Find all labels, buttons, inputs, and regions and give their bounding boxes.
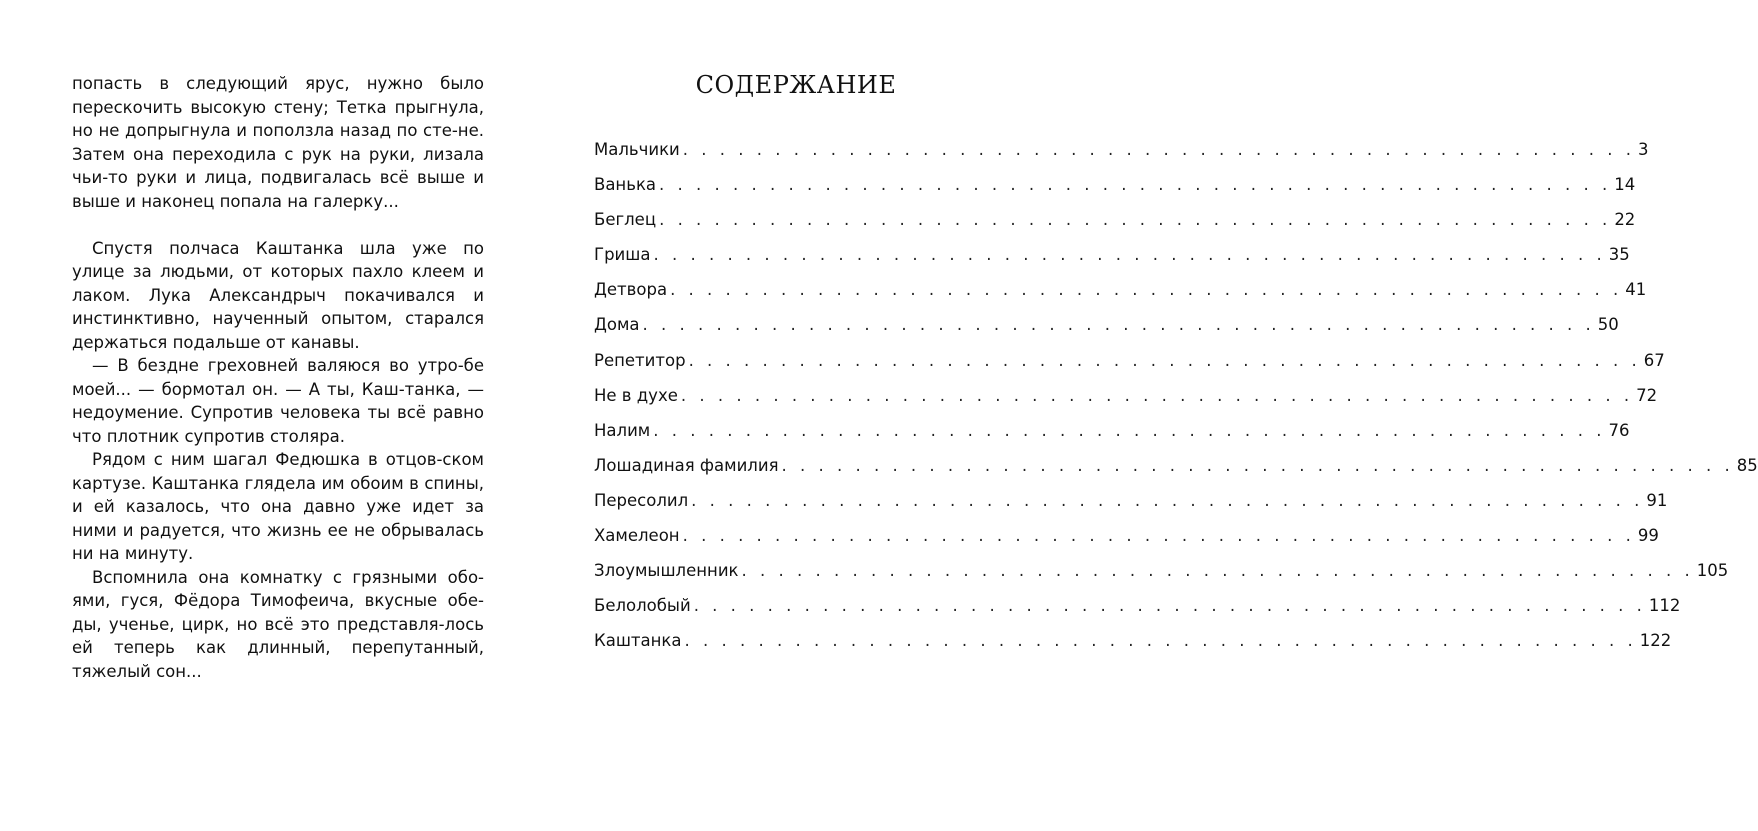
toc-entry[interactable] [594,490,1668,526]
toc-entry-title: Мальчики [594,140,680,159]
left-page-text [72,72,484,683]
toc-page-number: 105 [1696,561,1729,581]
toc-leader-dots: . . . . . . . . . . . . . . . . . . . . . . . . . . . . . . . . . . . . . . . . . . . . . . . . . . . . [682,526,1635,546]
table-of-contents [594,70,1758,666]
toc-list [594,140,1758,666]
toc-page-number: 112 [1648,596,1681,616]
toc-page-number: 35 [1608,245,1630,265]
toc-leader-dots: . . . . . . . . . . . . . . . . . . . . . . . . . . . . . . . . . . . . . . . . . . . . . . . . . . . . [781,455,1734,475]
toc-leader-dots: . . . . . . . . . . . . . . . . . . . . . . . . . . . . . . . . . . . . . . . . . . . . . . . . . . . . [642,315,1595,335]
toc-leader-dots: . . . . . . . . . . . . . . . . . . . . . . . . . . . . . . . . . . . . . . . . . . . . . . . . . . . . [659,175,1612,195]
toc-entry-title: Гриша [594,245,651,265]
toc-entry-title: Злоумышленник [594,561,739,581]
toc-leader-dots: . . . . . . . . . . . . . . . . . . . . . . . . . . . . . . . . . . . . . . . . . . . . . . . . . . . . [659,210,1612,230]
toc-page-number: 50 [1597,315,1619,335]
toc-entry[interactable] [594,526,1659,561]
toc-entry-title: Детвора [594,280,668,300]
toc-entry[interactable] [594,420,1630,456]
toc-entry-title: Пересолил [594,490,689,510]
toc-entry[interactable] [594,140,1649,175]
toc-entry-title: Хамелеон [594,526,680,546]
toc-page-number: 41 [1625,280,1647,300]
toc-page-number: 72 [1636,385,1658,405]
toc-leader-dots: . . . . . . . . . . . . . . . . . . . . . . . . . . . . . . . . . . . . . . . . . . . . . . . . . . . . [670,280,1623,300]
paragraph: Вспомнила она комнатку с грязными обо-ями, гуся, Фёдора Тимофеича, вкусные обе-ды, ученье, цирк, но всё это представля-лось ей теперь как длинный, перепутанный, тяжелый сон... [72,567,484,681]
toc-entry-title: Налим [594,420,651,440]
toc-entry-title: Белолобый [594,596,691,616]
toc-page-number: 67 [1643,350,1665,370]
toc-entry[interactable] [594,596,1681,631]
toc-entry-title: Дома [594,315,640,335]
toc-leader-dots: . . . . . . . . . . . . . . . . . . . . . . . . . . . . . . . . . . . . . . . . . . . . . . . . . . . . [682,140,1636,159]
toc-entry[interactable] [594,245,1630,280]
toc-leader-dots: . . . . . . . . . . . . . . . . . . . . . . . . . . . . . . . . . . . . . . . . . . . . . . . . . . . . [653,420,1606,440]
toc-entry-title: Не в духе [594,385,678,405]
toc-leader-dots: . . . . . . . . . . . . . . . . . . . . . . . . . . . . . . . . . . . . . . . . . . . . . . . . . . . . [688,350,1641,370]
toc-leader-dots: . . . . . . . . . . . . . . . . . . . . . . . . . . . . . . . . . . . . . . . . . . . . . . . . . . . . [693,596,1646,616]
toc-page-number: 91 [1646,490,1668,510]
toc-title: СОДЕРЖАНИЕ [695,71,897,99]
paragraph: Спустя полчаса Каштанка шла уже по улице за людьми, от которых пахло клеем и лаком. Лука Александрыч покачивался и инстинктивно, наученный опытом, старался держаться подальше от канавы. [72,238,484,352]
toc-entry[interactable] [594,350,1665,386]
toc-leader-dots: . . . . . . . . . . . . . . . . . . . . . . . . . . . . . . . . . . . . . . . . . . . . . . . . . . . . [684,631,1637,651]
toc-entry[interactable] [594,385,1658,421]
toc-page-number: 99 [1637,526,1659,546]
toc-entry[interactable] [594,561,1729,596]
toc-entry[interactable] [594,455,1758,491]
toc-entry[interactable] [594,280,1647,315]
toc-page-number: 3 [1638,140,1649,159]
toc-entry[interactable] [594,210,1636,245]
paragraph: Рядом с ним шагал Федюшка в отцов-ском картузе. Каштанка глядела им обоим в спины, и ей казалось, что она давно уже идет за ними и радуется, что жизнь ее не обрывалась ни на минуту. [72,450,484,563]
toc-entry[interactable] [594,175,1636,210]
toc-page-number: 22 [1614,210,1636,230]
toc-entry[interactable] [594,315,1619,350]
toc-leader-dots: . . . . . . . . . . . . . . . . . . . . . . . . . . . . . . . . . . . . . . . . . . . . . . . . . . . . [741,561,1694,581]
toc-entry-title: Лошадиная фамилия [594,455,779,475]
toc-page-number: 122 [1639,631,1672,651]
paragraph: — В бездне греховней валяюся во утро-бе моей... — бормотал он. — А ты, Каш-танка, — недоумение. Супротив человека ты всё равно что плотник супротив столяра. [72,356,484,446]
toc-entry-title: Ванька [594,175,657,195]
toc-entry[interactable] [594,631,1672,666]
toc-page-number: 85 [1736,455,1758,475]
toc-leader-dots: . . . . . . . . . . . . . . . . . . . . . . . . . . . . . . . . . . . . . . . . . . . . . . . . . . . . [653,245,1606,265]
toc-leader-dots: . . . . . . . . . . . . . . . . . . . . . . . . . . . . . . . . . . . . . . . . . . . . . . . . . . . . [691,490,1644,510]
toc-page-number: 14 [1614,175,1636,195]
toc-page-number: 76 [1608,420,1630,440]
toc-entry-title: Каштанка [594,631,682,651]
toc-entry-title: Беглец [594,210,657,230]
toc-leader-dots: . . . . . . . . . . . . . . . . . . . . . . . . . . . . . . . . . . . . . . . . . . . . . . . . . . . . [680,385,1634,405]
paragraph: попасть в следующий ярус, нужно было перескочить высокую стену; Тетка прыгнула, но не допрыгнула и поползла назад по сте-не. Затем она переходила с рук на руки, лизала чьи-то руки и лица, подвигалась всё выше и выше и наконец попала на галерку... [72,74,484,211]
toc-entry-title: Репетитор [594,350,686,370]
